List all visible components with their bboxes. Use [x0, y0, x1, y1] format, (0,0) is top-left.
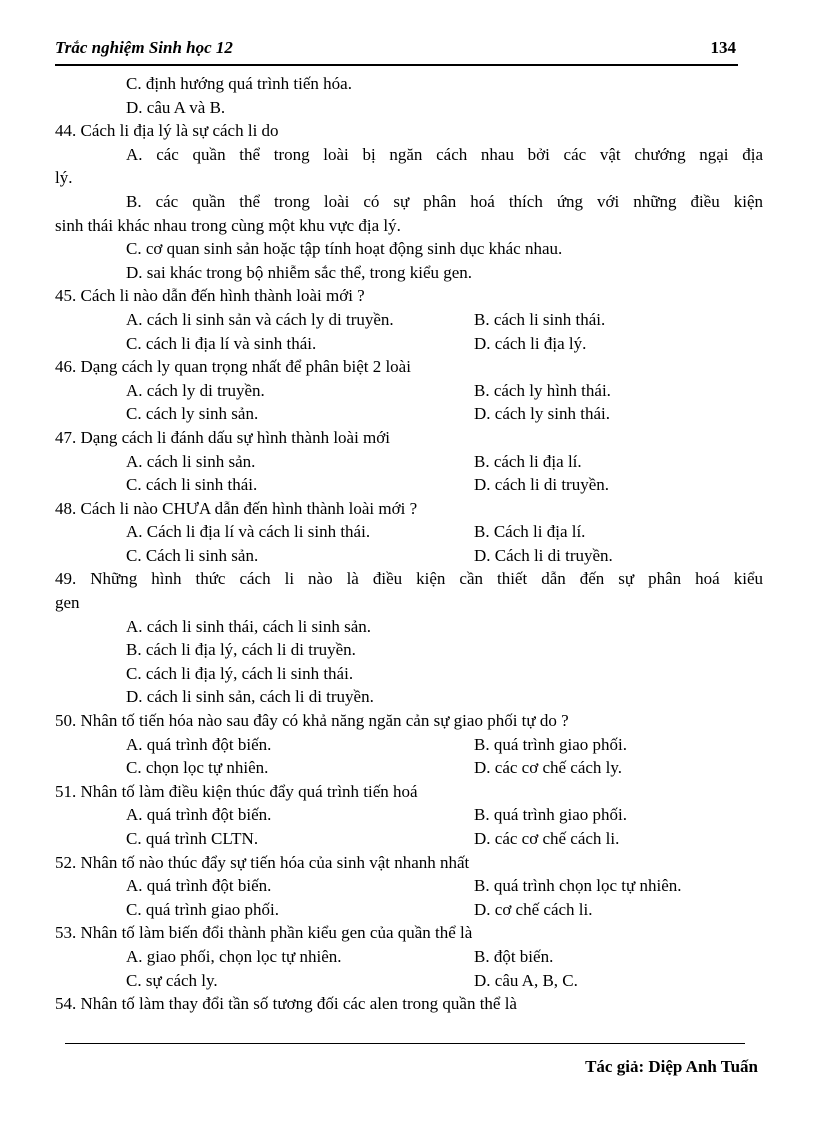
option-row: [55, 544, 763, 568]
option-b: B. quá trình giao phối.: [474, 805, 627, 825]
option-b: B. đột biến.: [474, 946, 554, 966]
footer-divider: [65, 1043, 745, 1044]
option-a: A. cách ly di truyền.: [126, 380, 265, 400]
question-49: 49. Những hình thức cách li nào là điều kiện cần thiết dẫn đến sự phân hoá kiểu: [55, 569, 763, 589]
option-row: [55, 450, 763, 474]
question-44: 44. Cách li địa lý là sự cách li do: [55, 121, 279, 141]
option-row: [55, 379, 763, 403]
option-row: [55, 473, 763, 497]
option-row: [55, 874, 763, 898]
option-line: B. các quần thể trong loài có sự phân hoá thích ứng với những điều kiện: [126, 191, 763, 211]
option-b: B. Cách li địa lí.: [474, 522, 586, 542]
option-row: [55, 898, 763, 922]
option-line: D. sai khác trong bộ nhiễm sắc thể, trong kiểu gen.: [126, 262, 473, 282]
option-row: [55, 402, 763, 426]
option-c: C. Cách li sinh sản.: [126, 545, 259, 565]
option-c: C. cách li sinh thái.: [126, 475, 258, 495]
option-row: [55, 827, 763, 851]
option-row: [55, 520, 763, 544]
option-line: D. câu A và B.: [126, 97, 226, 117]
option-a: A. cách li sinh thái, cách li sinh sản.: [126, 616, 372, 636]
question-50: 50. Nhân tố tiến hóa nào sau đây có khả năng ngăn cản sự giao phối tự do ?: [55, 711, 569, 731]
question-48: 48. Cách li nào CHƯA dẫn đến hình thành loài mới ?: [55, 498, 418, 518]
option-d: D. cách ly sinh thái.: [474, 404, 610, 424]
option-a: A. quá trình đột biến.: [126, 805, 272, 825]
option-line: C. định hướng quá trình tiến hóa.: [126, 74, 352, 93]
option-a: A. Cách li địa lí và cách li sinh thái.: [126, 522, 371, 542]
option-d: D. cơ chế cách li.: [474, 899, 593, 919]
option-a: A. quá trình đột biến.: [126, 876, 272, 896]
question-54: 54. Nhân tố làm thay đổi tần số tương đối các alen trong quần thể là: [55, 994, 517, 1014]
option-b: B. cách li địa lí.: [474, 451, 582, 471]
option-row: [55, 733, 763, 757]
option-c: C. quá trình CLTN.: [126, 829, 259, 848]
option-line: A. các quần thể trong loài bị ngăn cách nhau bởi các vật chướng ngại địa: [126, 144, 763, 164]
option-d: D. câu A, B, C.: [474, 970, 578, 990]
option-b: B. cách li địa lý, cách li di truyền.: [126, 640, 356, 660]
option-b: B. cách ly hình thái.: [474, 380, 611, 400]
option-d: D. các cơ chế cách ly.: [474, 758, 623, 778]
option-b: B. cách li sinh thái.: [474, 309, 606, 329]
option-a: A. cách li sinh sản.: [126, 451, 256, 471]
option-row: [55, 945, 763, 969]
option-d: D. cách li địa lý.: [474, 333, 587, 353]
question-45: 45. Cách li nào dẫn đến hình thành loài mới ?: [55, 286, 365, 306]
option-d: D. cách li di truyền.: [474, 475, 610, 495]
question-52: 52. Nhân tố nào thúc đẩy sự tiến hóa của sinh vật nhanh nhất: [55, 852, 470, 872]
option-row: [55, 332, 763, 356]
option-b: B. quá trình giao phối.: [474, 734, 627, 754]
question-51: 51. Nhân tố làm điều kiện thúc đẩy quá trình tiến hoá: [55, 781, 418, 801]
option-row: [55, 803, 763, 827]
question-47: 47. Dạng cách li đánh dấu sự hình thành loài mới: [55, 427, 390, 447]
option-c: C. chọn lọc tự nhiên.: [126, 758, 269, 778]
question-49-continued: gen: [55, 593, 80, 613]
page-header: [55, 38, 738, 66]
option-line-continued: lý.: [55, 168, 73, 188]
footer-author: Tác giả: Diệp Anh Tuấn: [585, 1057, 758, 1076]
header-title: Trắc nghiệm Sinh học 12: [55, 38, 233, 57]
question-46: 46. Dạng cách ly quan trọng nhất để phân biệt 2 loài: [55, 357, 411, 377]
option-line: C. cơ quan sinh sản hoặc tập tính hoạt động sinh dục khác nhau.: [126, 239, 563, 259]
option-c: C. sự cách ly.: [126, 970, 218, 990]
option-c: C. cách li địa lí và sinh thái.: [126, 333, 317, 353]
option-row: [55, 756, 763, 780]
option-b: B. quá trình chọn lọc tự nhiên.: [474, 876, 682, 896]
option-line-continued: sinh thái khác nhau trong cùng một khu vực địa lý.: [55, 215, 401, 235]
page-number: 134: [710, 38, 736, 57]
option-row: [55, 308, 763, 332]
option-c: C. quá trình giao phối.: [126, 899, 279, 919]
option-c: C. cách ly sinh sản.: [126, 404, 259, 424]
option-d: D. cách li sinh sản, cách li di truyền.: [126, 687, 374, 707]
question-list: [55, 72, 763, 1016]
question-53: 53. Nhân tố làm biến đổi thành phần kiểu gen của quần thể là: [55, 923, 473, 943]
option-a: A. quá trình đột biến.: [126, 734, 272, 754]
option-row: [55, 969, 763, 993]
option-d: D. Cách li di truyền.: [474, 545, 613, 565]
option-a: A. cách li sinh sản và cách ly di truyền.: [126, 309, 394, 329]
option-d: D. các cơ chế cách li.: [474, 829, 620, 848]
option-a: A. giao phối, chọn lọc tự nhiên.: [126, 946, 342, 966]
option-c: C. cách li địa lý, cách li sinh thái.: [126, 663, 354, 683]
